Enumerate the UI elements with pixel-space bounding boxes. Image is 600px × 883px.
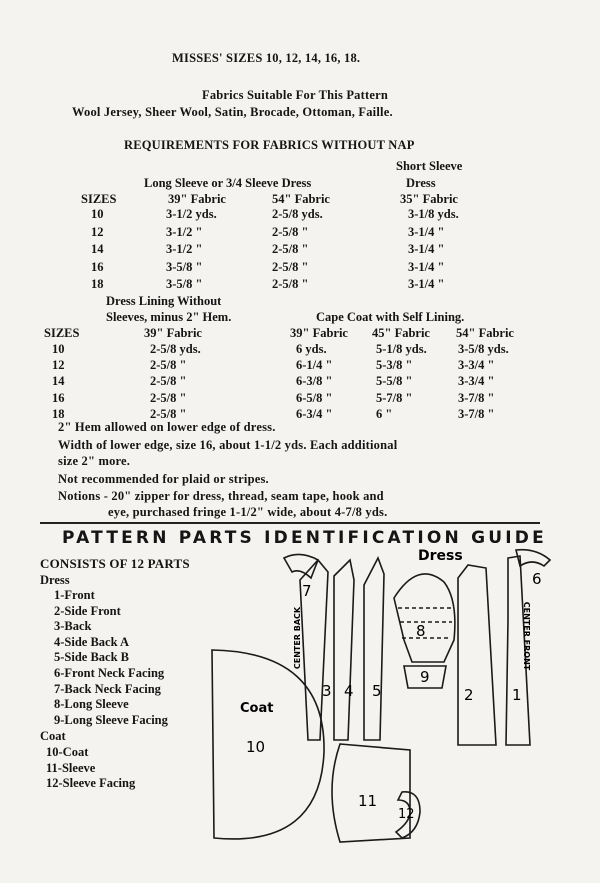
center-back-label: CENTER BACK <box>293 606 302 670</box>
long-sleeve-header: Long Sleeve or 3/4 Sleeve Dress <box>144 176 312 190</box>
piece-8-shape <box>394 574 455 662</box>
piece-number-7: 7 <box>302 582 312 600</box>
table1-row-4-b: 2-5/8 " <box>272 277 309 291</box>
table2-row-0-size: 10 <box>52 342 65 356</box>
table2-row-1-b: 6-1/4 " <box>296 358 333 373</box>
table1-row-0-a: 3-1/2 yds. <box>166 207 217 221</box>
fabrics-heading: Fabrics Suitable For This Pattern <box>202 88 389 102</box>
center-front-label: CENTER FRONT <box>522 601 531 671</box>
table2-row-3-d: 3-7/8 " <box>458 390 495 405</box>
cape-coat-header: Cape Coat with Self Lining. <box>316 310 465 324</box>
table1-row-3-c: 3-1/4 " <box>408 259 445 274</box>
piece-number-11: 11 <box>358 792 378 810</box>
table2-row-4-c: 6 " <box>376 406 393 421</box>
list-item: 5-Side Back B <box>54 650 130 665</box>
table1-row-4-size: 18 <box>91 277 104 291</box>
table1-row-4-a: 3-5/8 " <box>166 277 203 291</box>
piece-number-1: 1 <box>512 686 522 704</box>
table2-row-4-b: 6-3/4 " <box>296 406 333 421</box>
piece-10-shape <box>212 650 324 839</box>
list-item: 4-Side Back A <box>54 634 130 649</box>
note-width-2: size 2" more. <box>58 454 131 468</box>
piece-number-9: 9 <box>420 668 430 686</box>
piece-number-12: 12 <box>398 807 415 822</box>
consists-heading: CONSISTS OF 12 PARTS <box>40 556 190 571</box>
table2-row-4-d: 3-7/8 " <box>458 406 495 421</box>
table2-row-3-size: 16 <box>52 390 65 405</box>
table1-row-3-a: 3-5/8 " <box>166 259 203 274</box>
list-item: 2-Side Front <box>54 603 121 618</box>
fabric-39-header: 39" Fabric <box>168 192 226 206</box>
note-width-1: Width of lower edge, size 16, about 1-1/2 yds. Each additional <box>58 438 398 452</box>
piece-number-10: 10 <box>246 738 266 756</box>
list-item: 6-Front Neck Facing <box>54 665 165 680</box>
piece-2-shape <box>458 565 496 745</box>
table1-row-4-c: 3-1/4 " <box>408 277 445 291</box>
list-item: 3-Back <box>54 619 92 634</box>
piece-number-3: 3 <box>322 682 332 700</box>
table2-row-1-size: 12 <box>52 358 65 373</box>
requirements-title: REQUIREMENTS FOR FABRICS WITHOUT NAP <box>124 138 415 152</box>
fabric-35-header: 35" Fabric <box>400 192 458 206</box>
table2-row-2-d: 3-3/4 " <box>458 374 495 389</box>
lining-header-2: Sleeves, minus 2" Hem. <box>106 310 232 324</box>
table1-row-1-b: 2-5/8 " <box>272 224 309 239</box>
table2-row-0-c: 5-1/8 yds. <box>376 342 427 356</box>
coat-group-label: Coat <box>40 729 66 743</box>
table1-row-1-size: 12 <box>91 224 104 239</box>
piece-number-4: 4 <box>344 682 354 700</box>
table1-row-2-size: 14 <box>91 242 104 256</box>
piece-number-5: 5 <box>372 682 382 700</box>
table1-row-0-c: 3-1/8 yds. <box>408 207 459 221</box>
piece-number-8: 8 <box>416 622 426 640</box>
sizes-header-2: SIZES <box>44 326 80 340</box>
table1-row-0-b: 2-5/8 yds. <box>272 207 323 221</box>
piece-5-shape <box>364 558 384 740</box>
sizes-title: MISSES' SIZES 10, 12, 14, 16, 18. <box>172 51 361 65</box>
coat-54-header: 54" Fabric <box>456 326 514 340</box>
table2-row-3-b: 6-5/8 " <box>296 390 333 405</box>
table1-row-0-size: 10 <box>91 207 104 221</box>
note-plaid: Not recommended for plaid or stripes. <box>58 472 269 486</box>
list-item: 8-Long Sleeve <box>54 697 129 712</box>
table2-row-0-b: 6 yds. <box>296 342 327 356</box>
table2-row-0-a: 2-5/8 yds. <box>150 342 201 356</box>
table2-row-4-size: 18 <box>52 406 65 421</box>
note-hem: 2" Hem allowed on lower edge of dress. <box>58 420 276 434</box>
table2-row-3-c: 5-7/8 " <box>376 390 413 405</box>
table1-row-3-size: 16 <box>91 259 104 274</box>
dress-diagram-label: Dress <box>418 548 463 564</box>
piece-number-6: 6 <box>532 570 542 588</box>
sizes-header: SIZES <box>81 192 117 206</box>
table1-row-2-c: 3-1/4 " <box>408 242 445 256</box>
coat-39-header: 39" Fabric <box>290 326 348 340</box>
piece-4-shape <box>334 560 354 740</box>
table1-row-2-a: 3-1/2 " <box>166 242 203 256</box>
table1-row-1-c: 3-1/4 " <box>408 224 445 239</box>
list-item: 7-Back Neck Facing <box>54 681 161 696</box>
list-item: 1-Front <box>54 588 95 602</box>
note-notions-2: eye, purchased fringe 1-1/2" wide, about 4-7/8 yds. <box>108 505 388 519</box>
table2-row-1-a: 2-5/8 " <box>150 358 187 373</box>
table2-row-2-size: 14 <box>52 374 65 389</box>
fabrics-list: Wool Jersey, Sheer Wool, Satin, Brocade, Ottoman, Faille. <box>72 105 393 119</box>
table2-row-1-d: 3-3/4 " <box>458 358 495 373</box>
table1-row-3-b: 2-5/8 " <box>272 259 309 274</box>
table2-row-4-a: 2-5/8 " <box>150 406 187 421</box>
table2-row-2-a: 2-5/8 " <box>150 374 187 389</box>
table2-row-2-b: 6-3/8 " <box>296 374 333 389</box>
fabric-54-header: 54" Fabric <box>272 192 330 206</box>
table2-row-1-c: 5-3/8 " <box>376 358 413 373</box>
dress-group-label: Dress <box>40 573 70 587</box>
list-item: 10-Coat <box>46 745 89 759</box>
table1-row-2-b: 2-5/8 " <box>272 242 309 256</box>
coat-45-header: 45" Fabric <box>372 326 430 340</box>
coat-diagram-label: Coat <box>240 701 274 716</box>
list-item: 9-Long Sleeve Facing <box>54 712 168 727</box>
table2-row-0-d: 3-5/8 yds. <box>458 342 509 356</box>
list-item: 12-Sleeve Facing <box>46 776 136 791</box>
short-sleeve-header: Short Sleeve <box>396 159 463 173</box>
note-notions-1: Notions - 20" zipper for dress, thread, seam tape, hook and <box>58 489 384 503</box>
table2-row-2-c: 5-5/8 " <box>376 374 413 389</box>
table2-row-3-a: 2-5/8 " <box>150 390 187 405</box>
piece-number-2: 2 <box>464 686 474 704</box>
guide-title: PATTERN PARTS IDENTIFICATION GUIDE <box>62 528 547 548</box>
list-item: 11-Sleeve <box>46 760 96 775</box>
lining-header: Dress Lining Without <box>106 294 222 308</box>
table1-row-1-a: 3-1/2 " <box>166 224 203 239</box>
lining-fabric-header: 39" Fabric <box>144 326 202 340</box>
short-sleeve-header-2: Dress <box>406 176 436 190</box>
